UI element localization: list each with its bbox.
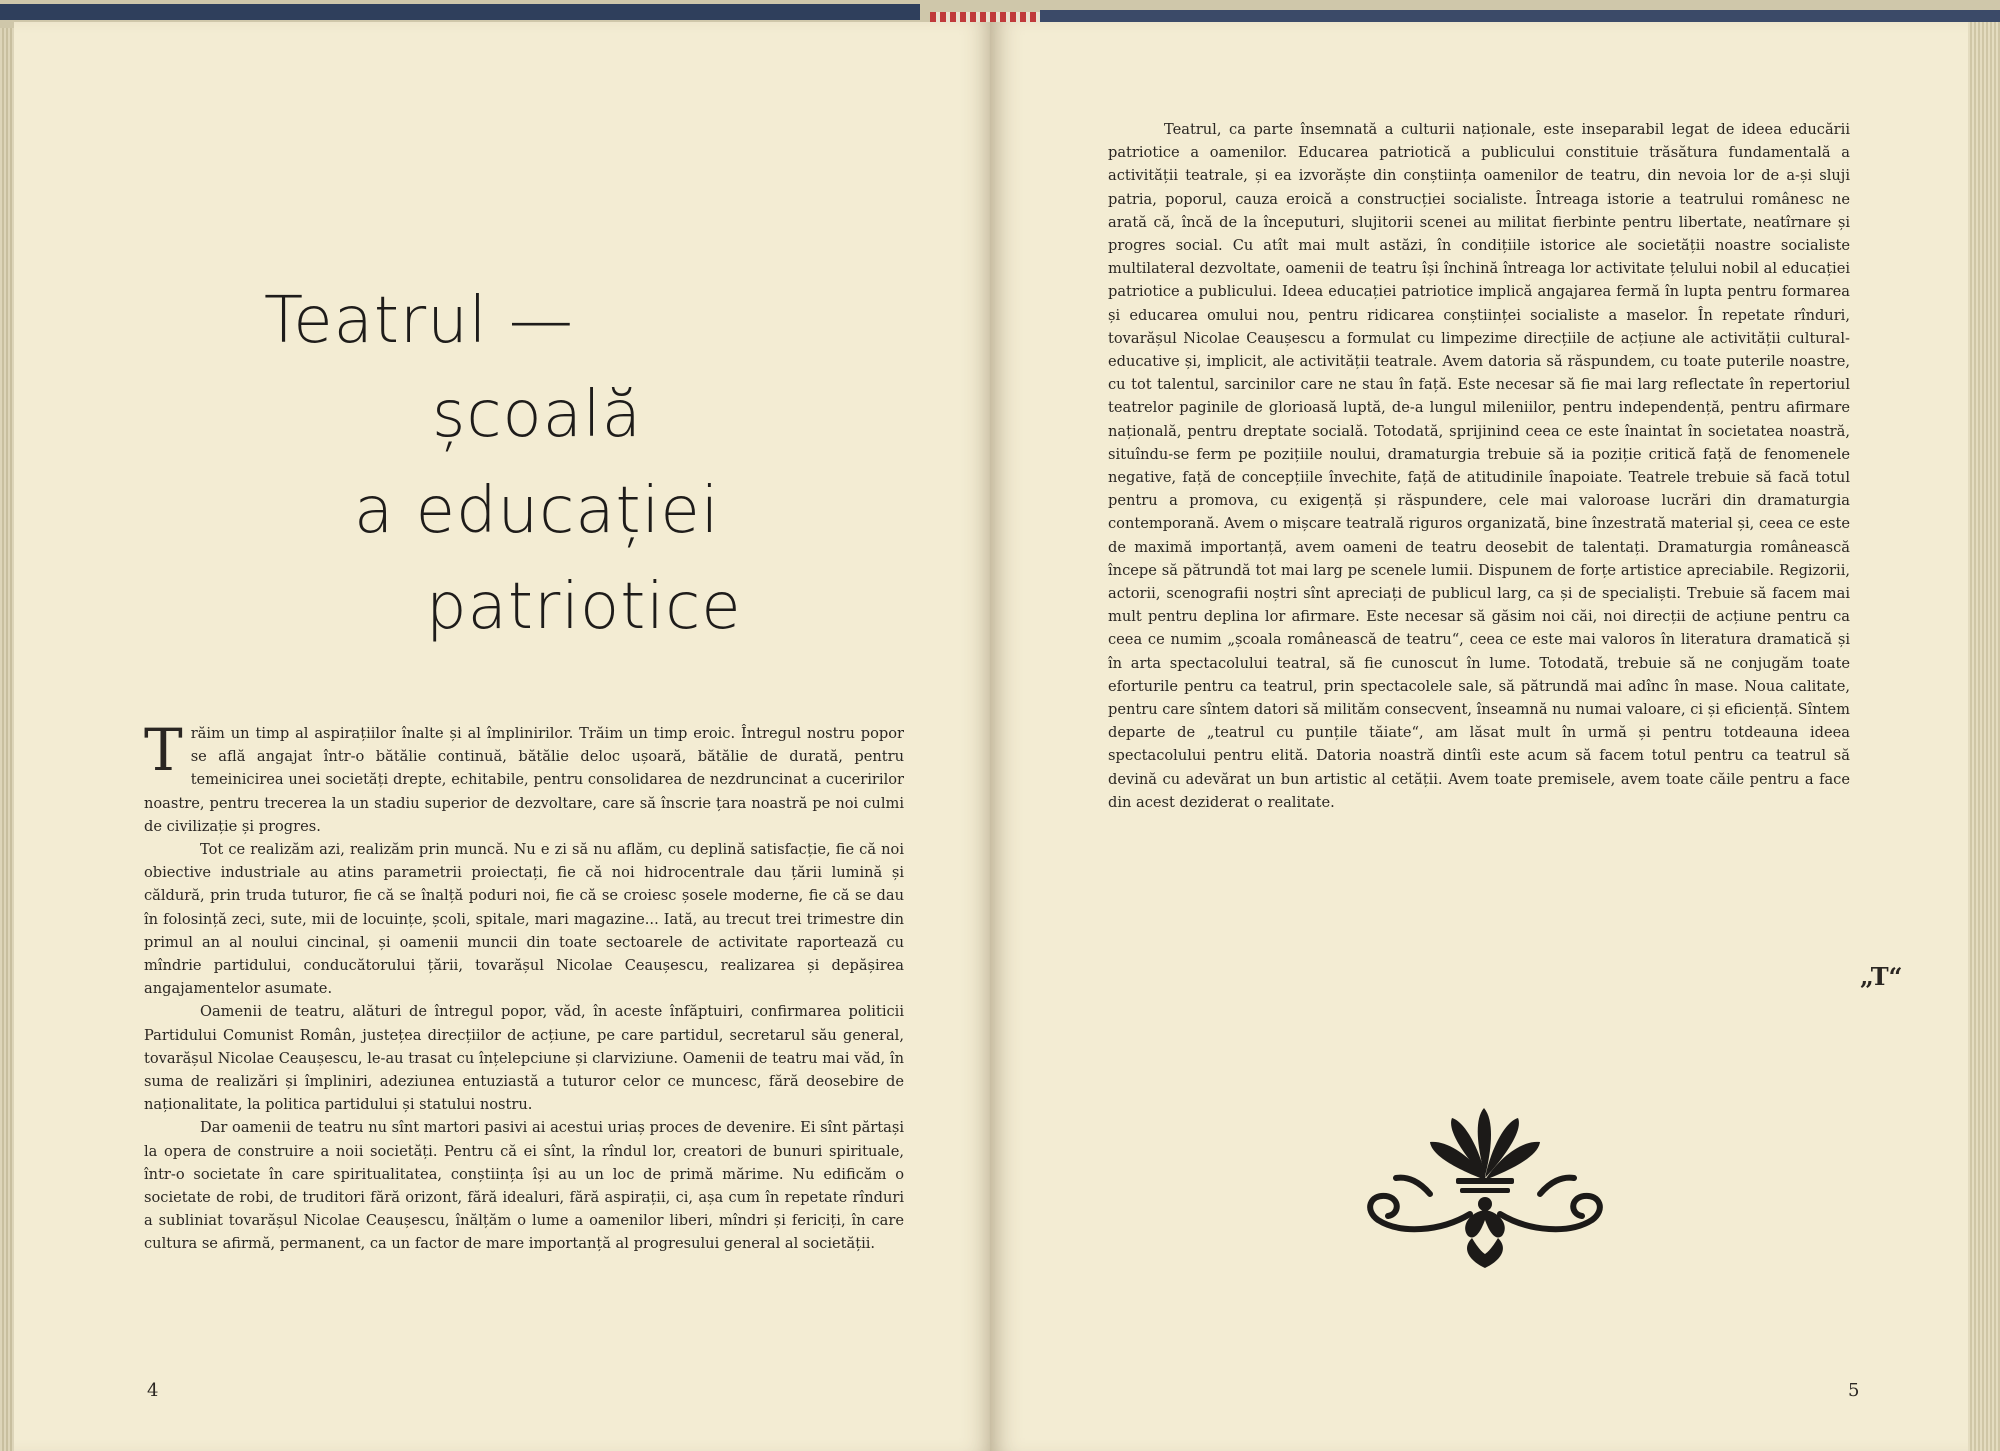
book-cover-left <box>0 4 920 20</box>
title-line-4: patriotice <box>426 570 742 644</box>
left-page <box>14 22 994 1451</box>
paragraph-4: Dar oamenii de teatru nu sînt martori pasivi ai acestui uriaș proces de devenire. Ei sînt părtași la opera de construire a noii societăți. Pentru că ei sînt, la rîndul lor, creatori de bunuri spirituale, într-o societate în care spiritualitatea, conștiința își au un loc de primă mărime. Nu edificăm o societate de robi, de truditori fără orizont, fără idealuri, fără aspirații, ci, așa cum în repetate rînduri a subliniat tovarășul Nicolae Ceaușescu, înălțăm o lume a oamenilor liberi, mîndri și fericiți, în care cultura se afirmă, permanent, ca un factor de mare importanță al progresului general al societății. <box>144 1119 904 1253</box>
book-cover-right <box>1040 10 2000 22</box>
title-line-3: a educației <box>354 474 720 548</box>
right-page <box>990 22 1970 1451</box>
drop-cap: T <box>144 716 183 784</box>
title-line-1: Teatrul — <box>264 284 574 358</box>
paragraph-2: Tot ce realizăm azi, realizăm prin muncă. Nu e zi să nu aflăm, cu deplină satisfacție, fie că noi obiective industriale au atins parametrii proiectați, fie că noi hidrocentrale dau țării lumină și căldură, prin truda tuturor, fie că se înalță poduri noi, fie că se croiesc șosele moderne, fie că se dau în folosință zeci, sute, mii de locuințe, școli, spitale, mari magazine... Iată, au trecut trei trimestre din primul an al noului cincinal, și oamenii muncii din toate sectoarele de activitate raportează cu mîndrie partidului, conducătorului țării, tovarășul Nicolae Ceaușescu, realizarea și depășirea angajamentelor asumate. <box>144 841 904 998</box>
paragraph-3: Oamenii de teatru, alături de întregul popor, văd, în aceste înfăptuiri, confirmarea politicii Partidului Comunist Român, justețea direcțiilor de acțiune, pe care partidul, secretarul său general, tovarășul Nicolae Ceaușescu, le-au trasat cu înțelepciune și clarviziune. Oamenii de teatru mai văd, în suma de realizări și împliniri, adeziunea entuziastă a tuturor celor ce muncesc, fără deosebire de naționalitate, la politica partidului și statului nostru. <box>144 1003 904 1114</box>
page-stack-left-edge <box>0 22 14 1451</box>
page-stack-right-edge <box>1968 22 2000 1451</box>
title-line-2: școală <box>432 378 642 452</box>
page-number-right: 5 <box>1848 1380 1860 1401</box>
right-page-body <box>1108 118 1850 814</box>
page-number-left: 4 <box>147 1380 159 1401</box>
paragraph-right-1: Teatrul, ca parte însemnată a culturii naționale, este inseparabil legat de ideea educării patriotice a oamenilor. Educarea patriotică a publicului constituie trăsătura fundamentală a activității teatrale, și ea izvorăște din conștiința oamenilor de teatru, din nevoia lor de a-și sluji patria, poporul, cauza eroică a construcției socialiste. Întreaga istorie a teatrului românesc ne arată că, încă de la începuturi, slujitorii scenei au militat fierbinte pentru libertate, neatîrnare și progres social. Cu atît mai mult astăzi, în condițiile istorice ale societății noastre socialiste multilateral dezvoltate, oamenii de teatru își închină întreaga lor activitate țelului nobil al educației patriotice a publicului. Ideea educației patriotice implică angajarea fermă în lupta pentru formarea și educarea omului nou, pentru ridicarea conștiinței socialiste a maselor. În repetate rînduri, tovarășul Nicolae Ceaușescu a formulat cu limpezime direcțiile de acțiune ale activității cultural-educative și, implicit, ale activității teatrale. Avem datoria să răspundem, cu toate puterile noastre, cu tot talentul, sarcinilor care ne stau în față. Este necesar să fie mai larg reflectate în repertoriul teatrelor paginile de glorioasă luptă, de-a lungul mileniilor, pentru independență, pentru afirmare națională, pentru dreptate socială. Totodată, sprijinind ceea ce este înaintat în societatea noastră, situîndu-se ferm pe pozițiile noului, dramaturgia trebuie să ia poziție critică față de fenomenele negative, față de concepțiile învechite, față de atitudinile înapoiate. Teatrele trebuie să facă totul pentru a promova, cu exigență și răspundere, cele mai valoroase lucrări din dramaturgia contemporană. Avem o mișcare teatrală riguros organizată, bine înzestrată material și, ceea ce este de maximă importanță, avem oameni de teatru deosebit de talentați. Dramaturgia românească începe să pătrundă tot mai larg pe scenele lumii. Dispunem de forțe artistice apreciabile. Regizorii, actorii, scenografii noștri sînt apreciați de publicul larg, ca și de specialiști. Trebuie să facem mai mult pentru deplina lor afirmare. Este necesar să găsim noi căi, noi direcții de acțiune pentru ca ceea ce numim „școala românească de teatru“, ceea ce este mai valoros în literatura dramatică și în arta spectacolului teatral, să fie cunoscut în lume. Totodată, trebuie să ne conjugăm toate eforturile pentru ca teatrul, prin spectacolele sale, să pătrundă mai adînc în mase. Noua calitate, pentru care sîntem datori să milităm consecvent, înseamnă nu numai valoare, ci și eficiență. Sîntem departe de „teatrul cu punțile tăiate“, am lăsat mult în urmă și pentru totdeauna ideea spectacolului pentru elită. Datoria noastră dintîi este acum să facem totul pentru ca teatrul să devină cu adevărat un bun artistic al cetății. Avem toate premisele, avem toate căile pentru a face din acest deziderat o realitate. <box>1108 121 1850 811</box>
left-page-body <box>144 716 904 1256</box>
author-signature: „T“ <box>1860 962 1903 991</box>
art-nouveau-flower-ornament-icon <box>1360 1102 1610 1272</box>
paragraph-1: Trăim un timp al aspirațiilor înalte și al împlinirilor. Trăim un timp eroic. Întregul nostru popor se află angajat într-o bătălie continuă, bătălie deloc ușoară, bătălie de durată, pentru temeinicirea unei societăți drepte, echitabile, pentru consolidarea de nezdruncinat a cuceririlor noastre, pentru trecerea la un stadiu superior de dezvoltare, care să înscrie țara noastră pe noi culmi de civilizație și progres. <box>144 716 904 835</box>
